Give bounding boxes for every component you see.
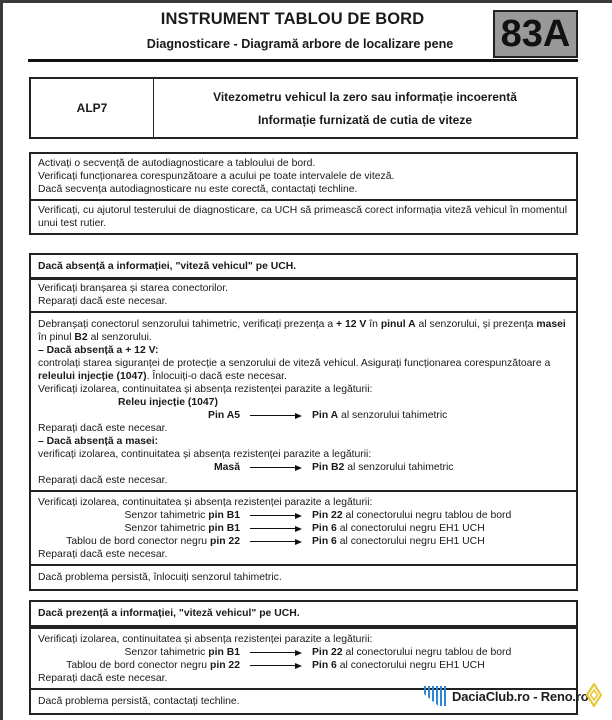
present-heading-block — [29, 600, 578, 627]
text-run: al senzorului, și prezența — [415, 319, 537, 330]
document-subtitle: Diagnosticare - Diagramă arbore de localizare pene — [146, 37, 454, 51]
text-run: al conectorului negru tablou de bord — [342, 647, 512, 658]
text-run-bold: Pin 22 — [312, 647, 343, 658]
watermark-text: DaciaClub.ro - Reno.ro — [452, 688, 589, 704]
section-code-badge: 83A — [493, 10, 578, 58]
text-run: în — [366, 319, 381, 330]
link-row — [38, 659, 569, 672]
sensor-check-cell — [31, 311, 576, 490]
text-run: Tablou de bord conector negru — [66, 536, 210, 547]
text-run: Senzor tahimetric — [124, 523, 209, 534]
link-from: Pin A5 — [208, 410, 240, 421]
text-run-bold: pin 22 — [209, 536, 240, 547]
check-link-text: Verificați izolarea, continuitatea și absența rezistenței parazite a legăturii: — [38, 497, 373, 508]
text-run-bold: Pin A — [312, 410, 339, 421]
text-run: al senzorului tahimetric — [344, 462, 454, 473]
daciaclub-logo-icon — [424, 686, 448, 706]
text-run: al conectorului negru EH1 UCH — [336, 536, 485, 547]
text-run: al conectorului negru tablou de bord — [342, 510, 512, 521]
link-row — [38, 535, 569, 548]
no-12v-heading: – Dacă absență a + 12 V: — [38, 345, 159, 356]
link-from — [38, 646, 240, 659]
text-run-bold: Pin 6 — [312, 523, 337, 534]
connectors-check-cell — [31, 279, 576, 311]
absent-heading-block — [29, 253, 578, 280]
text-run-bold: pin B1 — [208, 647, 240, 658]
arrow-right-icon — [250, 413, 302, 419]
arrow-right-icon — [250, 539, 302, 545]
text-run: Tablou de bord conector negru — [66, 660, 210, 671]
link-to — [312, 522, 485, 535]
link-to — [312, 409, 447, 422]
absent-final-cell: Dacă problema persistă, înlocuiți senzorul tahimetric. — [31, 564, 576, 589]
text-run-bold: Pin B2 — [312, 462, 345, 473]
text-run: Senzor tahimetric — [124, 647, 209, 658]
text-run-bold: pin B1 — [208, 523, 240, 534]
text-run-bold: + 12 V — [336, 319, 367, 330]
intro-line: Dacă secvența autodiagnosticare nu este corectă, contactați techline. — [38, 184, 358, 195]
text-run: Senzor tahimetric — [124, 510, 209, 521]
text-run: în pinul — [38, 332, 75, 343]
text-run-bold: pin B1 — [208, 510, 240, 521]
link-from — [38, 509, 240, 522]
link-to — [312, 535, 485, 548]
repair-text: Reparați dacă este necesar. — [38, 423, 168, 434]
text-run: al conectorului negru EH1 UCH — [336, 660, 485, 671]
link-row — [38, 509, 569, 522]
alp-code: ALP7 — [31, 79, 154, 137]
absent-heading: Dacă absență a informației, "viteză vehicul" pe UCH. — [38, 261, 297, 272]
repair-text: Reparați dacă este necesar. — [38, 549, 168, 560]
intro-self-diagnostic-cell — [31, 154, 576, 199]
present-wiring-cell — [31, 629, 576, 688]
arrow-right-icon — [250, 526, 302, 532]
absent-steps-block — [29, 277, 578, 591]
arrow-right-icon — [250, 650, 302, 656]
intro-block — [29, 152, 578, 235]
text-run-bold: masei — [536, 319, 566, 330]
text-run-bold: Pin 22 — [312, 510, 343, 521]
document-title: INSTRUMENT TABLOU DE BORD — [160, 10, 425, 28]
repair-text: Reparați dacă este necesar. — [38, 673, 168, 684]
link-to — [312, 461, 454, 474]
no-12v-paragraph — [38, 357, 569, 383]
alp-description — [154, 79, 576, 137]
check-link-text: verificați izolarea, continuitatea și absența rezistenței parazite a legăturii: — [38, 449, 372, 460]
present-final-cell: Dacă problema persistă, contactați techline. — [31, 688, 576, 713]
link-row — [38, 461, 569, 474]
intro-tester-cell: Verificați, cu ajutorul testerului de diagnosticare, ca UCH să primească corect informația viteză vehicul în momentul unui test rutier. — [31, 199, 576, 233]
present-heading: Dacă prezență a informației, "viteză vehicul" pe UCH. — [38, 608, 300, 619]
wiring-check-cell — [31, 490, 576, 564]
header-divider — [28, 59, 578, 62]
arrow-right-icon — [250, 513, 302, 519]
link-to — [312, 646, 511, 659]
text-run-bold: pin 22 — [209, 660, 240, 671]
link-row — [38, 646, 569, 659]
link-to — [312, 509, 511, 522]
check-link-text: Verificați izolarea, continuitatea și absența rezistenței parazite a legăturii: — [38, 634, 373, 645]
no-mass-heading: – Dacă absență a masei: — [38, 436, 159, 447]
repair-text: Reparați dacă este necesar. — [38, 296, 168, 307]
intro-line: Verificați funcționarea corespunzătoare a acului pe toate intervalele de viteză. — [38, 171, 395, 182]
link-row — [38, 409, 569, 422]
text-run: controlați starea siguranței de protecție a senzorului de viteză vehicul. Asigurați funcționarea corespunzătoare a — [38, 358, 551, 369]
page-frame-top — [0, 0, 612, 3]
text-run: Debranșați conectorul senzorului tahimetric, verificați prezența a — [38, 319, 337, 330]
text-run-bold: pinul A — [380, 319, 416, 330]
alp-source: Informație furnizată de cutia de viteze — [257, 112, 473, 127]
text-run: al senzorului. — [87, 332, 152, 343]
text-run-bold: Pin 6 — [312, 536, 337, 547]
link-to — [312, 659, 485, 672]
connectors-check-text: Verificați branșarea și starea conectorilor. — [38, 283, 229, 294]
link-from: Masă — [214, 462, 240, 473]
text-run-bold: B2 — [74, 332, 88, 343]
link-from — [38, 522, 240, 535]
link-from — [38, 659, 240, 672]
alp-symptom: Vitezometru vehicul la zero sau informație incoerentă — [213, 89, 517, 104]
alp-header-box — [29, 77, 578, 139]
text-run-bold: Pin 6 — [312, 660, 337, 671]
page-frame-left — [0, 0, 3, 720]
arrow-right-icon — [250, 465, 302, 471]
link-from — [38, 535, 240, 548]
relay-label: Releu injecție (1047) — [118, 397, 218, 408]
sensor-check-paragraph — [38, 318, 569, 344]
check-link-text: Verificați izolarea, continuitatea și absența rezistenței parazite a legăturii: — [38, 384, 373, 395]
link-row — [38, 522, 569, 535]
arrow-right-icon — [250, 663, 302, 669]
repair-text: Reparați dacă este necesar. — [38, 475, 168, 486]
text-run: al conectorului negru EH1 UCH — [336, 523, 485, 534]
text-run: . Înlocuiți-o dacă este necesar. — [146, 371, 287, 382]
text-run: al senzorului tahimetric — [338, 410, 448, 421]
watermark — [424, 686, 588, 706]
intro-line: Activați o secvență de autodiagnosticare a tabloului de bord. — [38, 158, 316, 169]
text-run-bold: releului injecție (1047) — [38, 371, 147, 382]
renault-logo-icon — [585, 683, 603, 707]
